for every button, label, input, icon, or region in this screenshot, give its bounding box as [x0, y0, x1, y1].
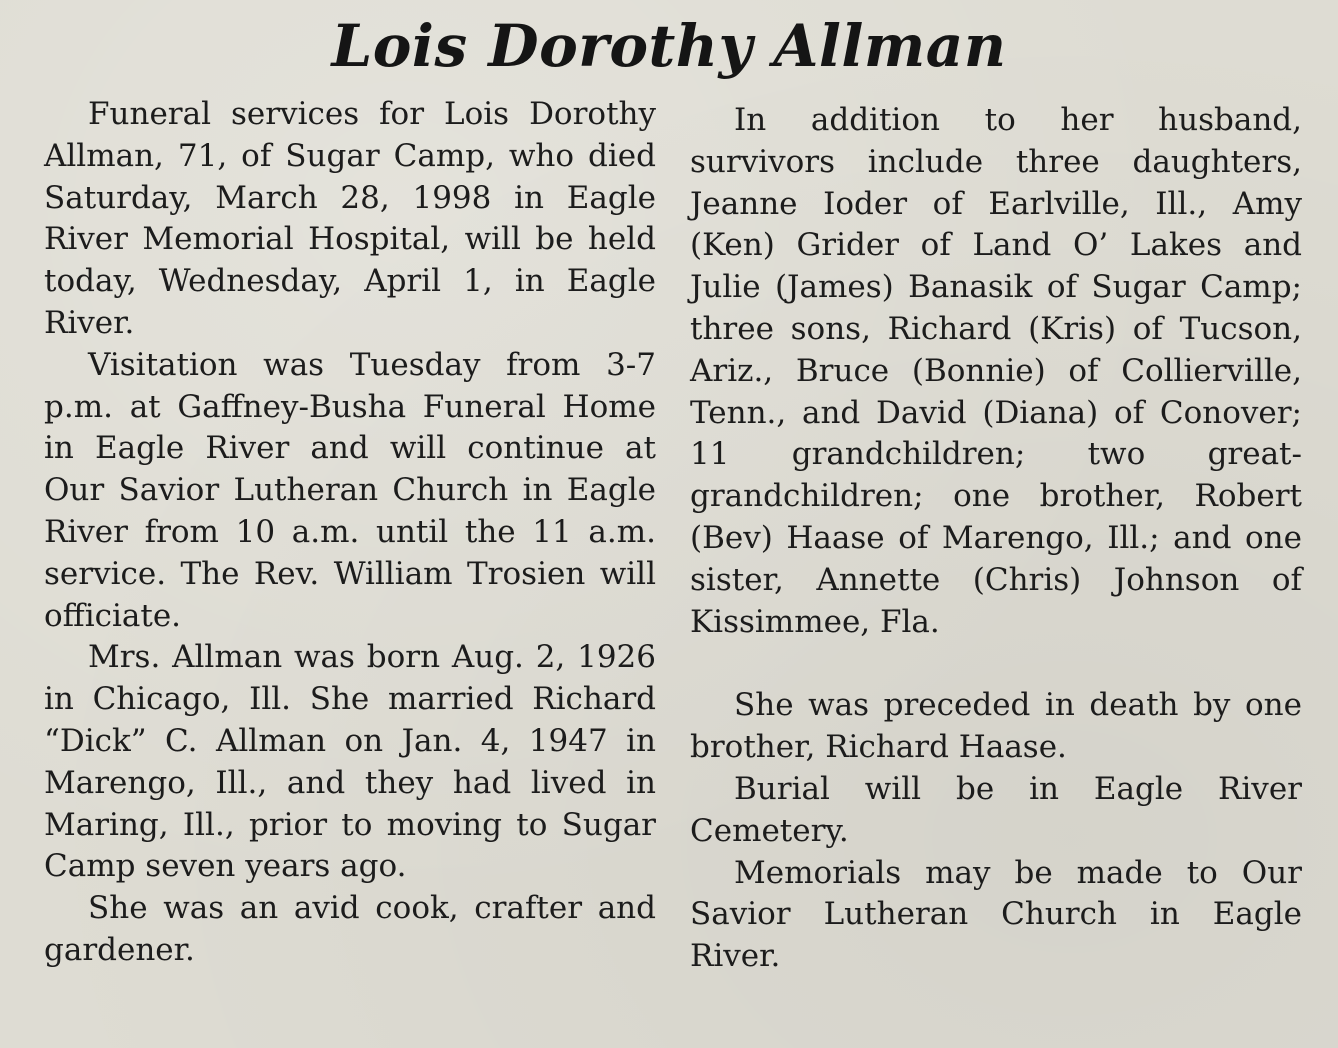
paragraph-visitation: Visitation was Tuesday from 3-7 p.m. at Gaffney-Busha Funeral Home in Eagle River and will continue at Our Savior Lutheran Church in Eagle River from 10 a.m. until the 11 a.m. service. The Rev. William Trosien will officiate.: [44, 346, 656, 634]
paragraph-preceded-in-death: She was preceded in death by one brother, Richard Haase.: [690, 687, 1302, 766]
paragraph-burial: Burial will be in Eagle River Cemetery.: [690, 770, 1302, 849]
paragraph-survivors: In addition to her husband, survivors include three daughters, Jeanne Ioder of Earlville, Ill., Amy (Ken) Grider of Land O’ Lakes and Julie (James) Banasik of Sugar Camp; three sons, Richard (Kris) of Tucson, Ariz., Bruce (Bonnie) of Collierville, Tenn., and David (Diana) of Conover; 11 grandchildren; two great-grandchildren; one brother, Robert (Bev) Haase of Marengo, Ill.; and one sister, Annette (Chris) Johnson of Kissimmee, Fla.: [690, 102, 1302, 640]
paragraph-memorials: Memorials may be made to Our Savior Lutheran Church in Eagle River.: [690, 854, 1302, 975]
right-column: [690, 100, 1302, 978]
paragraph-hobbies: She was an avid cook, crafter and gardener.: [44, 890, 656, 968]
obituary-headline: Lois Dorothy Allman: [331, 12, 1007, 80]
left-column: [44, 94, 656, 972]
paragraph-funeral-services: Funeral services for Lois Dorothy Allman, 71, of Sugar Camp, who died Saturday, March 28, 1998 in Eagle River Memorial Hospital, will be held today, Wednesday, April 1, in Eagle River.: [44, 96, 656, 341]
paragraph-biography: Mrs. Allman was born Aug. 2, 1926 in Chicago, Ill. She married Richard “Dick” C. Allman on Jan. 4, 1947 in Marengo, Ill., and they had lived in Maring, Ill., prior to moving to Sugar Camp seven years ago.: [44, 639, 656, 885]
